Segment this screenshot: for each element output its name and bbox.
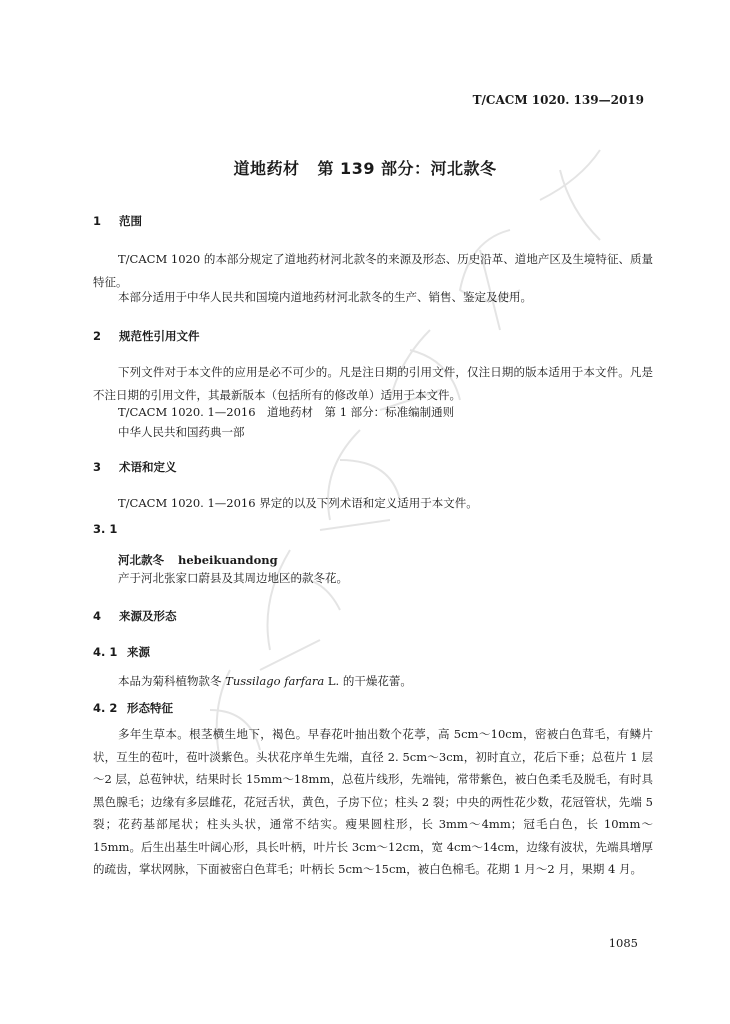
section-number: 2 bbox=[93, 329, 102, 343]
reference-item-2: 中华人民共和国药典一部 bbox=[118, 425, 245, 439]
subsection-3-1-number: 3. 1 bbox=[93, 522, 118, 536]
section-title: 范围 bbox=[119, 214, 142, 228]
term-entry bbox=[118, 552, 278, 568]
normative-paragraph: 下列文件对于本文件的应用是必不可少的。凡是注日期的引用文件，仅注日期的版本适用于本文件。凡是不注日期的引用文件，其最新版本（包括所有的修改单）适用于本文件。 bbox=[93, 365, 653, 402]
reference-item-1: T/CACM 1020. 1—2016 道地药材 第 1 部分：标准编制通则 bbox=[118, 405, 455, 419]
title-part-a: 道地药材 bbox=[233, 159, 300, 178]
watermark-stamp bbox=[130, 110, 650, 810]
document-code: T/CACM 1020. 139—2019 bbox=[472, 93, 644, 107]
subsection-title: 来源 bbox=[127, 645, 150, 659]
page-number: 1085 bbox=[608, 936, 638, 950]
term-definition: 产于河北张家口蔚县及其周边地区的款冬花。 bbox=[118, 571, 348, 585]
section-title: 来源及形态 bbox=[119, 609, 177, 623]
section-1-heading bbox=[93, 213, 142, 229]
source-text: 本品为菊科植物款冬 bbox=[118, 674, 226, 688]
subsection-title: 形态特征 bbox=[127, 701, 173, 715]
term-chinese: 河北款冬 bbox=[118, 553, 164, 567]
section-2-heading bbox=[93, 328, 200, 344]
scope-paragraph-2: 本部分适用于中华人民共和国境内道地药材河北款冬的生产、销售、鉴定及使用。 bbox=[118, 290, 532, 304]
morphology-paragraph: 多年生草本。根茎横生地下，褐色。早春花叶抽出数个花葶，高 5cm～10cm，密被白色茸毛，有鳞片状，互生的苞叶，苞叶淡紫色。头状花序单生先端，直径 2. 5cm～3cm，初时直立，花后下垂；总苞片 1 层～2 层，总苞钟状，结果时长 15mm～18mm，总苞片线形，先端钝，常带紫色，被白色柔毛及脱毛，有时具黑色腺毛；边缘有多层雌花，花冠舌状，黄色，子房下位；柱头 2 裂；中央的两性花少数，花冠管状，先端 5 裂；花药基部尾状；柱头头状，通常不结实。瘦果圆柱形，长 3mm～4mm；冠毛白色，长 10mm～15mm。后生出基生叶阔心形，具长叶柄，叶片长 3cm～12cm，宽 4cm～14cm，边缘有波状，先端具增厚的疏齿，掌状网脉，下面被密白色茸毛；叶柄长 5cm～15cm，被白色棉毛。花期 1 月～2 月，果期 4 月。 bbox=[93, 727, 653, 876]
subsection-number: 4. 2 bbox=[93, 701, 118, 715]
document-title bbox=[0, 156, 730, 179]
title-part-b: 第 139 部分：河北款冬 bbox=[317, 159, 497, 178]
section-title: 规范性引用文件 bbox=[119, 329, 200, 343]
section-4-heading bbox=[93, 608, 177, 624]
subsection-number: 4. 1 bbox=[93, 645, 118, 659]
section-number: 4 bbox=[93, 609, 102, 623]
source-text-end: L. 的干燥花蕾。 bbox=[324, 674, 412, 688]
term-english: hebeikuandong bbox=[178, 553, 278, 567]
subsection-4-2-heading bbox=[93, 700, 173, 716]
latin-name: Tussilago farfara bbox=[225, 674, 325, 688]
section-title: 术语和定义 bbox=[119, 460, 177, 474]
section-3-heading bbox=[93, 459, 177, 475]
terms-paragraph: T/CACM 1020. 1—2016 界定的以及下列术语和定义适用于本文件。 bbox=[118, 496, 478, 510]
source-sentence bbox=[118, 673, 412, 689]
section-number: 3 bbox=[93, 460, 102, 474]
subsection-4-1-heading bbox=[93, 644, 150, 660]
section-number: 1 bbox=[93, 214, 102, 228]
watermark-stroke bbox=[320, 430, 400, 530]
scope-paragraph-1: T/CACM 1020 的本部分规定了道地药材河北款冬的来源及形态、历史沿革、道地产区及生境特征、质量特征。 bbox=[93, 252, 653, 289]
watermark-stroke bbox=[260, 550, 340, 670]
